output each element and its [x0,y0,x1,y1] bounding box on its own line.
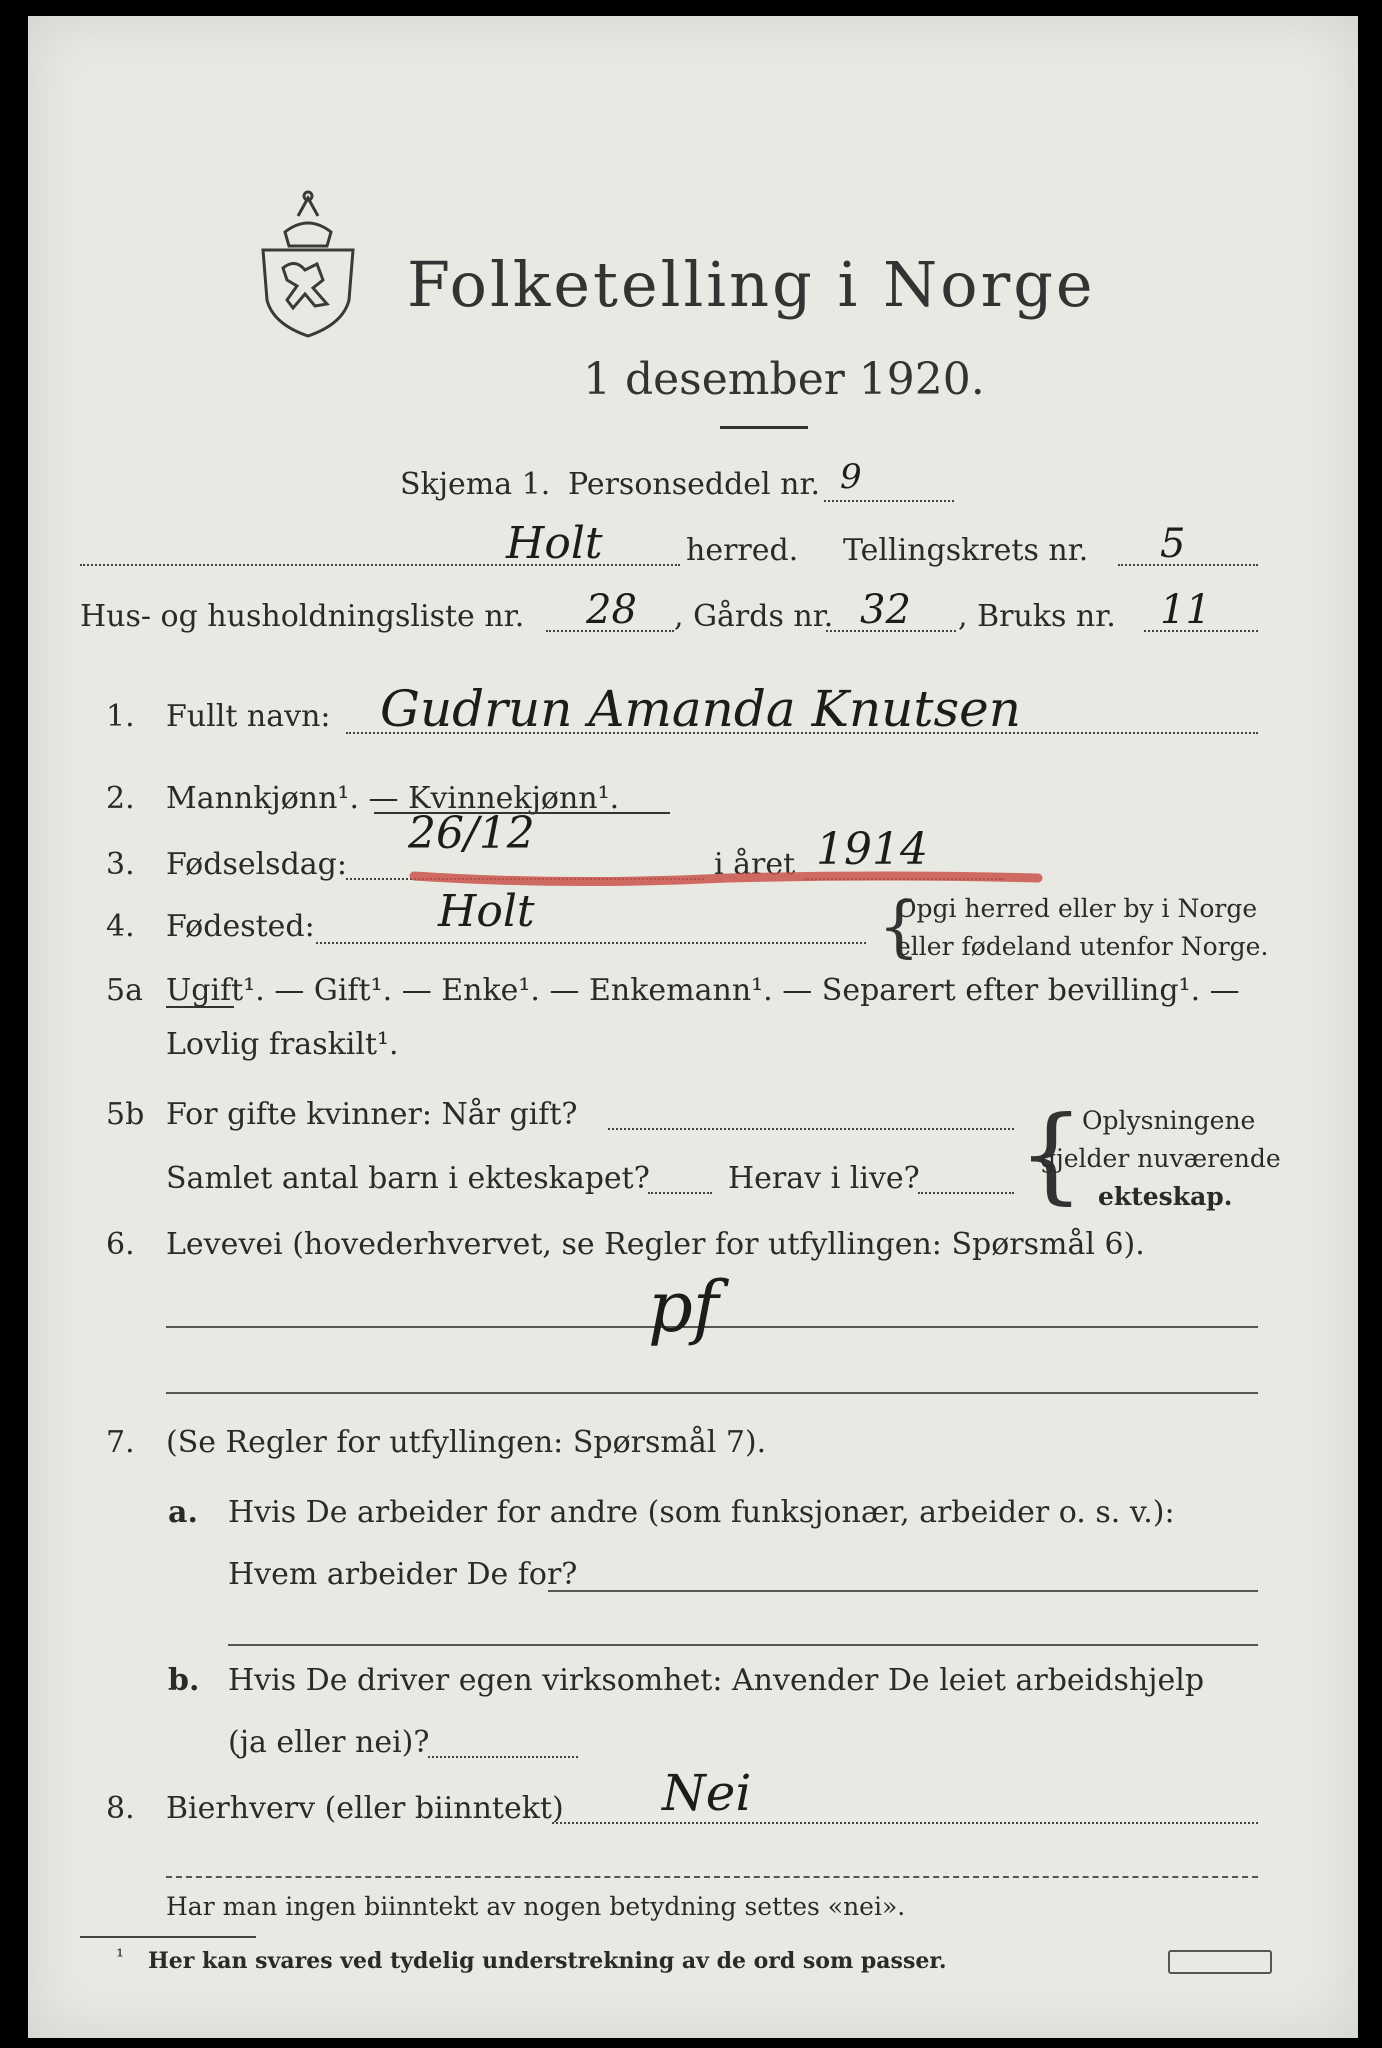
gards-label: , Gårds nr. [674,599,834,634]
q7b-line2: (ja eller nei)? [228,1725,430,1760]
q5b-note-line3: ekteskap. [1098,1182,1233,1211]
husliste-value: 28 [586,587,637,633]
q3-number: 3. [106,847,135,882]
q8-number: 8. [106,1791,135,1826]
q7-number: 7. [106,1425,135,1460]
husliste-label: Hus- og husholdningsliste nr. [80,599,525,634]
title-divider [720,426,808,429]
personseddel-line [824,500,954,502]
q2-number: 2. [106,781,135,816]
q7b-number: b. [168,1663,200,1698]
personseddel-label: Personseddel nr. [568,467,821,502]
q3-day-value: 26/12 [408,808,535,859]
gards-value: 32 [860,587,911,633]
q5b-note-line2: gjelder nuværende [1040,1144,1281,1173]
tellingskrets-value: 5 [1160,521,1186,567]
q5b-line2a: Samlet antal barn i ekteskapet? [166,1161,650,1196]
q7a-line2: Hvem arbeider De for? [228,1557,578,1592]
q7b-answer-line [428,1756,578,1758]
q7a-line1: Hvis De arbeider for andre (som funksjonær, arbeider o. s. v.): [228,1495,1175,1530]
q6-number: 6. [106,1227,135,1262]
q5b-note-line1: Oplysningene [1082,1106,1256,1135]
q5b-children-line [648,1192,712,1194]
q5b-brace: { [1018,1093,1085,1215]
tellingskrets-line [1118,564,1258,566]
bruks-label: , Bruks nr. [958,599,1116,634]
q7a-answer-line1 [548,1590,1258,1592]
q5a-number: 5a [106,973,143,1008]
q8-value: Nei [662,1764,752,1822]
form-title: Folketelling i Norge [407,248,1096,321]
q8-line [552,1822,1258,1824]
footnote-divider [80,1936,256,1938]
q3-year-label: i året [714,847,796,882]
q5b-number: 5b [106,1097,145,1132]
personseddel-value: 9 [840,457,862,497]
q3-label: Fødselsdag: [166,847,347,882]
q4-number: 4. [106,909,135,944]
footnote-text: Her kan svares ved tydelig understrekning av de ord som passer. [148,1948,947,1974]
footnote-mark: ¹ [116,1944,125,1968]
q4-note-line1: Opgi herred eller by i Norge [896,894,1258,923]
norwegian-coat-of-arms [243,184,373,344]
q6-label: Levevei (hovederhvervet, se Regler for utfyllingen: Spørsmål 6). [166,1227,1145,1262]
q2-label: Mannkjønn¹. — Kvinnekjønn¹. [166,781,620,816]
q7a-answer-line2 [228,1644,1258,1646]
q8-label: Bierhverv (eller biinntekt) [166,1791,564,1826]
q7a-number: a. [168,1495,198,1530]
q4-brace: { [878,888,920,965]
q7-label: (Se Regler for utfyllingen: Spørsmål 7). [166,1425,767,1460]
q4-label: Fødested: [166,909,315,944]
q4-line [316,942,866,944]
q6-value: pf [648,1266,719,1348]
q1-value: Gudrun Amanda Knutsen [380,680,1021,738]
tellingskrets-label: Tellingskrets nr. [843,533,1089,568]
q5b-line2b: Herav i live? [728,1161,920,1196]
form-date: 1 desember 1920. [583,354,985,405]
bruks-value: 11 [1160,587,1211,633]
q1-label: Fullt navn: [166,699,331,734]
census-form [28,16,1358,2038]
q4-value: Holt [438,886,535,937]
q5b-when-line [608,1128,1014,1130]
q5a-line1: Ugift¹. — Gift¹. — Enke¹. — Enkemann¹. — Separert efter bevilling¹. — [166,973,1240,1008]
q5b-alive-line [918,1192,1014,1194]
herred-label: herred. [686,533,799,568]
q8-answer-line2 [166,1876,1258,1878]
q5a-line2: Lovlig fraskilt¹. [166,1027,399,1062]
q3-year-value: 1914 [816,824,928,875]
q1-number: 1. [106,699,135,734]
printer-stamp [1168,1950,1272,1974]
q5b-line1: For gifte kvinner: Når gift? [166,1097,578,1132]
footer-note: Har man ingen biinntekt av nogen betydning settes «nei». [166,1892,906,1921]
q7b-line1: Hvis De driver egen virksomhet: Anvender De leiet arbeidshjelp [228,1663,1205,1698]
q6-answer-line2 [166,1392,1258,1394]
q4-note-line2: eller fødeland utenfor Norge. [896,932,1269,961]
q5a-underline-ugift [166,1006,234,1008]
skjema-label: Skjema 1. [400,467,551,502]
herred-value: Holt [506,518,603,569]
